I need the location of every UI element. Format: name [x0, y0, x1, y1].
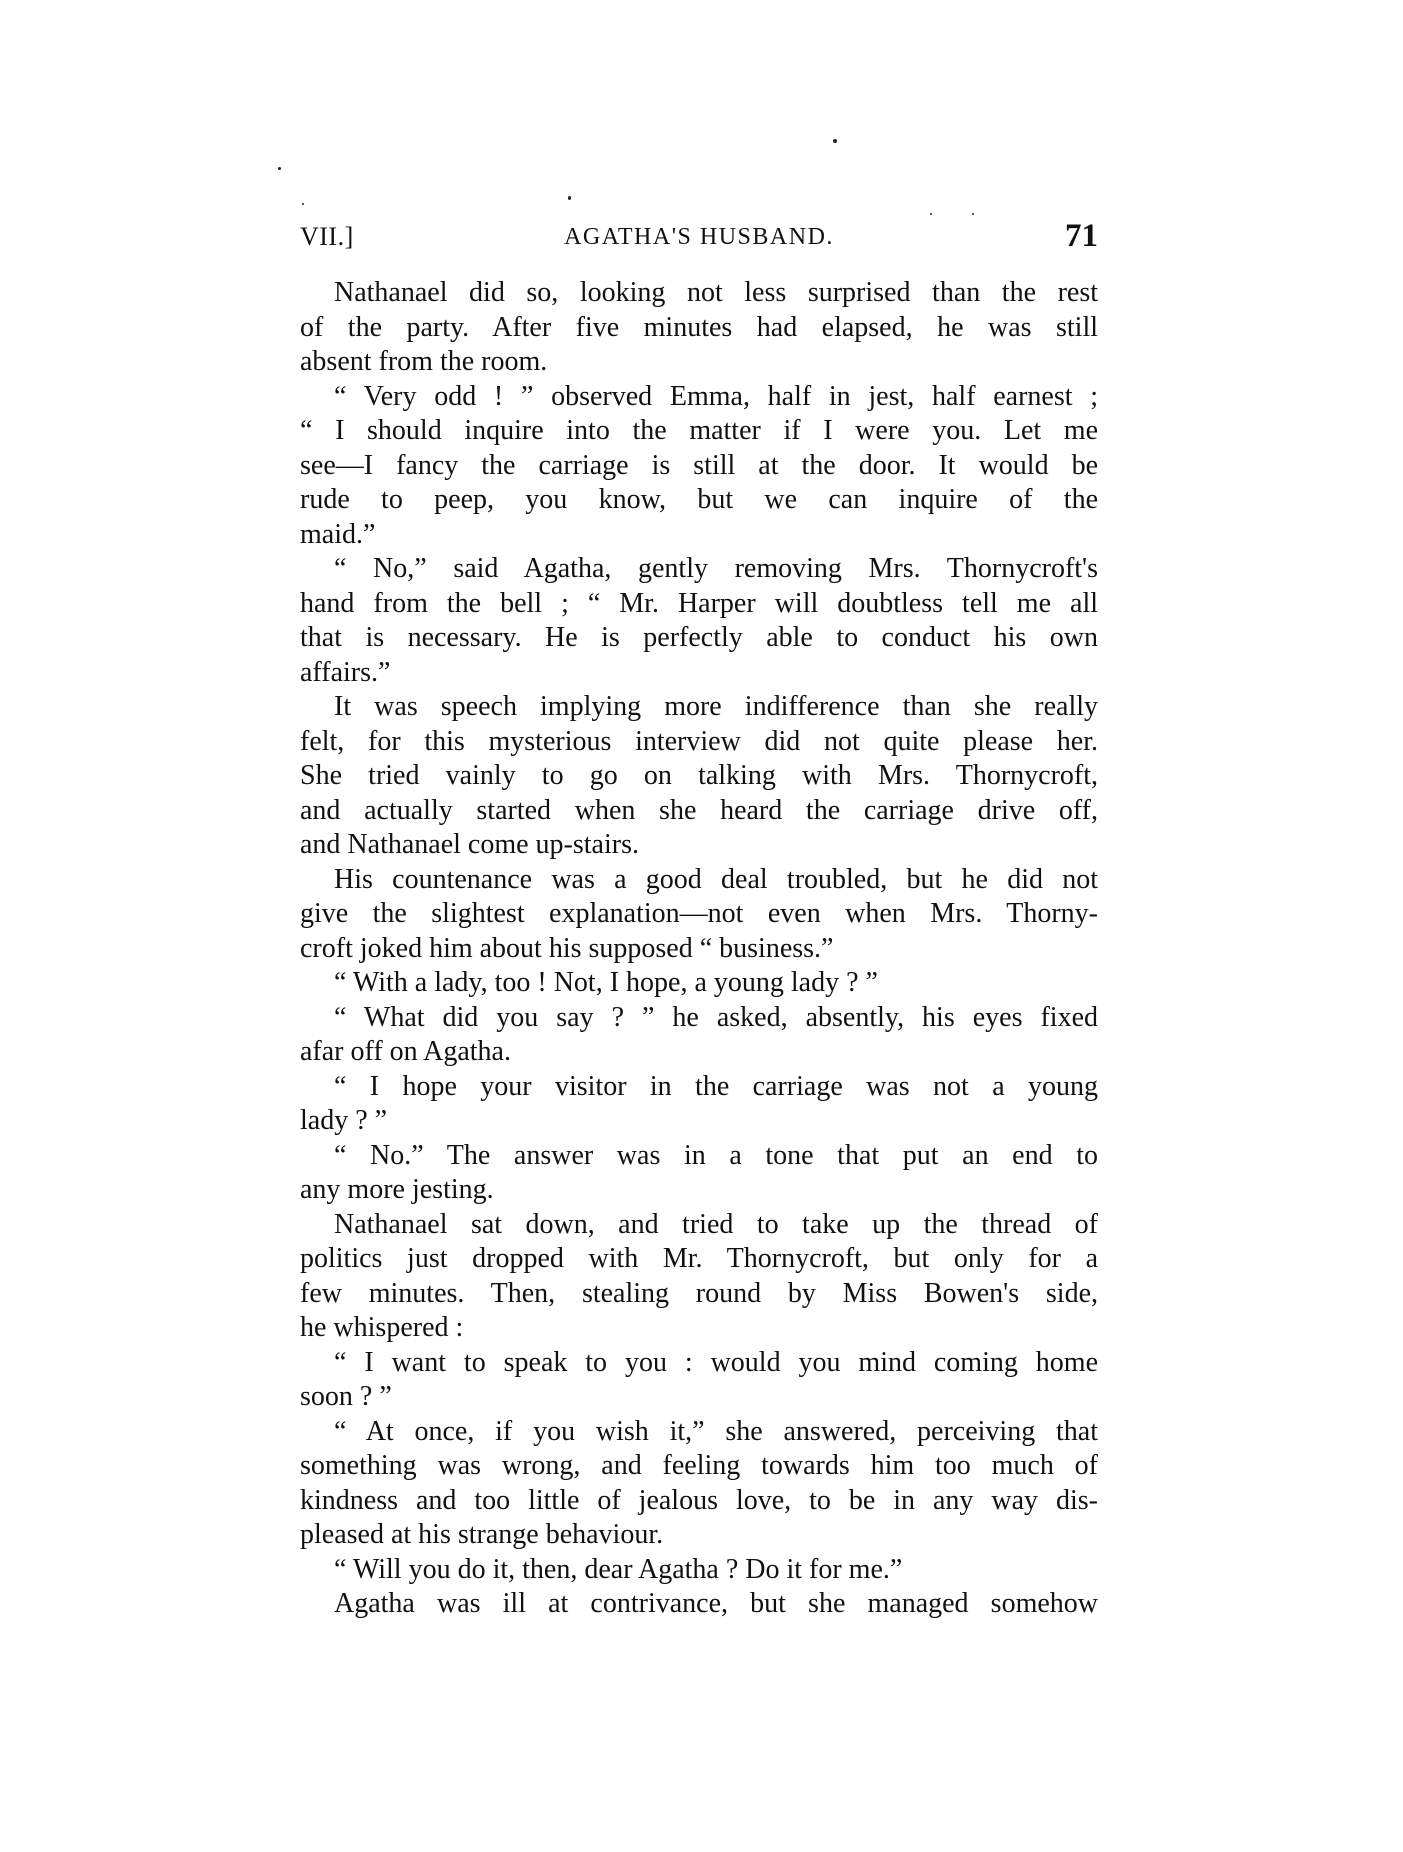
text-line: hand from the bell ; “ Mr. Harper will doubtless tell me all — [300, 587, 1098, 619]
text-line: and actually started when she heard the carriage drive off, — [300, 794, 1098, 826]
text-line: Nathanael sat down, and tried to take up the thread of — [334, 1208, 1098, 1240]
text-line: that is necessary. He is perfectly able to conduct his own — [300, 622, 1098, 653]
text-line: kindness and too little of jealous love, to be in any way dis- — [300, 1484, 1098, 1516]
text-line: absent from the room. — [300, 346, 548, 377]
running-header — [300, 218, 1098, 258]
text-line: something was wrong, and feeling towards him too much of — [300, 1450, 1098, 1481]
text-line: maid.” — [300, 518, 376, 550]
text-line: he whispered : — [300, 1312, 464, 1343]
text-line: Agatha was ill at contrivance, but she managed somehow — [334, 1588, 1098, 1619]
text-line: “ Will you do it, then, dear Agatha ? Do it for me.” — [334, 1553, 903, 1585]
text-line: “ At once, if you wish it,” she answered, perceiving that — [334, 1415, 1098, 1447]
ink-speck — [930, 213, 932, 215]
text-line: lady ? ” — [300, 1105, 388, 1136]
text-line: “ What did you say ? ” he asked, absently, his eyes fixed — [334, 1001, 1098, 1033]
text-line: “ No,” said Agatha, gently removing Mrs. Thornycroft's — [334, 553, 1098, 584]
text-line: give the slightest explanation—not even when Mrs. Thorny- — [300, 898, 1098, 929]
text-line: pleased at his strange behaviour. — [300, 1519, 664, 1550]
running-title: AGATHA'S HUSBAND. — [564, 224, 834, 250]
text-line: “ Very odd ! ” observed Emma, half in jest, half earnest ; — [334, 380, 1098, 412]
text-line: “ I want to speak to you : would you mind coming home — [334, 1346, 1098, 1378]
text-line: and Nathanael come up-stairs. — [300, 829, 639, 860]
text-line: “ No.” The answer was in a tone that put an end to — [334, 1139, 1098, 1171]
text-line: rude to peep, you know, but we can inquire of the — [300, 484, 1098, 515]
text-line: croft joked him about his supposed “ business.” — [300, 932, 834, 964]
text-line: felt, for this mysterious interview did not quite please her. — [300, 725, 1098, 757]
text-line: “ With a lady, too ! Not, I hope, a young lady ? ” — [334, 967, 878, 998]
text-line: “ I should inquire into the matter if I were you. Let me — [300, 415, 1098, 446]
text-line: few minutes. Then, stealing round by Miss Bowen's side, — [300, 1277, 1098, 1309]
ink-speck — [568, 196, 571, 200]
text-line: afar off on Agatha. — [300, 1036, 511, 1067]
text-line: Nathanael did so, looking not less surprised than the rest — [334, 277, 1098, 308]
text-line: His countenance was a good deal troubled, but he did not — [334, 863, 1098, 895]
text-line: affairs.” — [300, 656, 391, 688]
ink-speck — [833, 139, 837, 143]
text-line: soon ? ” — [300, 1381, 392, 1412]
text-line: It was speech implying more indifference than she really — [334, 691, 1098, 722]
chapter-number: VII.] — [300, 222, 354, 251]
body-text — [300, 276, 1098, 1622]
text-line: any more jesting. — [300, 1174, 494, 1205]
text-line: She tried vainly to go on talking with Mrs. Thornycroft, — [300, 760, 1098, 791]
text-line: “ I hope your visitor in the carriage was not a young — [334, 1070, 1098, 1102]
ink-speck — [278, 167, 281, 170]
text-line: politics just dropped with Mr. Thornycroft, but only for a — [300, 1243, 1098, 1274]
text-line: of the party. After five minutes had elapsed, he was still — [300, 311, 1098, 343]
page-number: 71 — [1065, 218, 1098, 254]
ink-speck — [972, 213, 974, 215]
ink-speck — [302, 203, 304, 205]
text-line: see—I fancy the carriage is still at the door. It would be — [300, 449, 1098, 481]
